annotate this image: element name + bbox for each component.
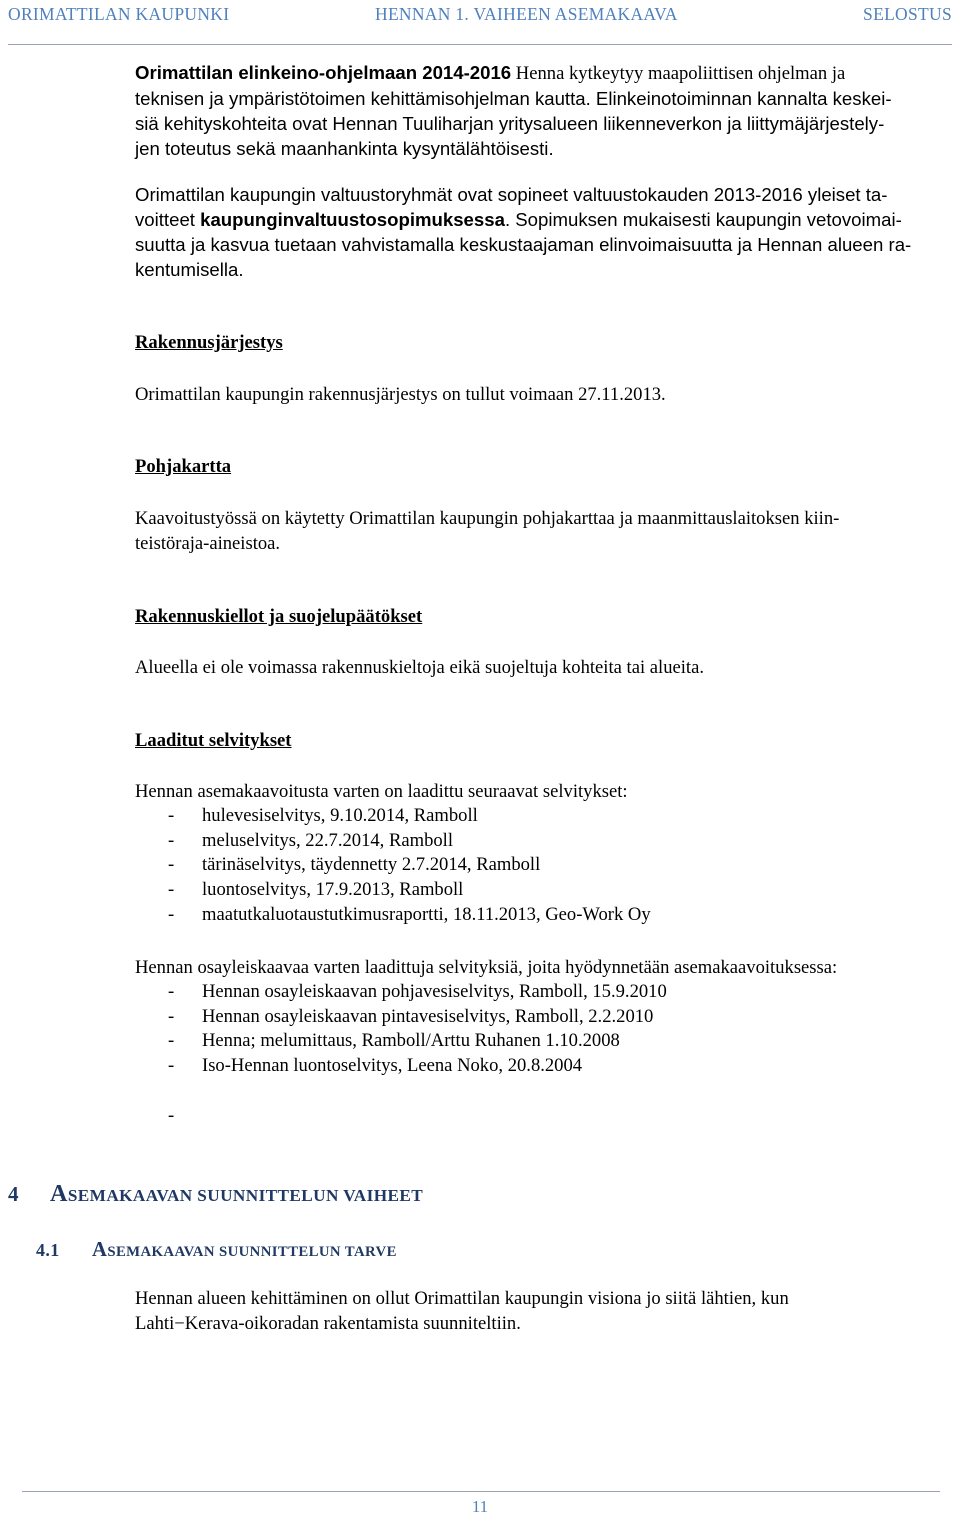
page-header xyxy=(8,4,952,28)
list-osayleiskaava-selvitykset xyxy=(168,980,667,1079)
heading-rakennusjarjestys: Rakennusjärjestys xyxy=(135,332,283,353)
section-title: SEMAKAAVAN SUUNNITTELUN TARVE xyxy=(107,1244,397,1260)
list-item: - tärinäselvitys, täydennetty 2.7.2014, Ramboll xyxy=(168,854,541,876)
list-item: - Iso-Hennan luontoselvitys, Leena Noko, 20.8.2004 xyxy=(168,1055,583,1077)
header-document-type: SELOSTUS xyxy=(863,4,952,24)
para1-line1: Henna kytkeytyy maapoliittisen ohjelman ja xyxy=(511,63,846,84)
section-heading-4-1: 4.1 ASEMAKAAVAN SUUNNITTELUN TARVE xyxy=(36,1239,397,1261)
pohjakartta-line2: teistöraja-aineistoa. xyxy=(135,533,281,554)
para2-line1: Orimattilan kaupungin valtuustoryhmät ovat sopineet valtuustokauden 2013-2016 yleiset ta- xyxy=(135,184,888,205)
text-rakennusjarjestys: Orimattilan kaupungin rakennusjärjestys on tullut voimaan 27.11.2013. xyxy=(135,384,666,405)
empty-list-item: - xyxy=(168,1105,175,1126)
footer-rule xyxy=(22,1491,940,1492)
heading-rakennuskiellot: Rakennuskiellot ja suojelupäätökset xyxy=(135,606,423,627)
list-item: - luontoselvitys, 17.9.2013, Ramboll xyxy=(168,879,464,901)
page-number: 11 xyxy=(471,1497,489,1516)
paragraph-elinkeino xyxy=(135,60,955,161)
para2-line4: kentumisella. xyxy=(135,259,244,280)
tarve-line1: Hennan alueen kehittäminen on ollut Orimattilan kaupungin visiona jo siitä lähtien, kun xyxy=(135,1288,789,1309)
para1-line3: siä kehityskohteita ovat Hennan Tuuliharjan yritysalueen liikenneverkon ja liittymäjärjestely- xyxy=(135,113,885,134)
chapter-number: 4 xyxy=(8,1182,19,1206)
tarve-line2: Lahti−Kerava-oikoradan rakentamista suunniteltiin. xyxy=(135,1313,521,1334)
para2-line3: suutta ja kasvua tuetaan vahvistamalla keskustaajaman elinvoimaisuutta ja Hennan alueen ra- xyxy=(135,234,912,255)
heading-laaditut-selvitykset: Laaditut selvitykset xyxy=(135,730,292,751)
text-osayleiskaava-intro: Hennan osayleiskaavaa varten laadittuja selvityksiä, joita hyödynnetään asemakaavoituksessa: xyxy=(135,957,838,978)
elinkeino-program-name: Orimattilan elinkeino-ohjelmaan 2014-2016 xyxy=(135,62,512,83)
text-rakennuskiellot: Alueella ei ole voimassa rakennuskieltoja eikä suojeltuja kohteita tai alueita. xyxy=(135,657,704,678)
list-item: - Hennan osayleiskaavan pohjavesiselvitys, Ramboll, 15.9.2010 xyxy=(168,981,667,1002)
text-suunnittelun-tarve xyxy=(135,1286,955,1336)
section-number: 4.1 xyxy=(36,1240,60,1260)
para2-line2-pre: voitteet xyxy=(135,209,201,230)
text-pohjakartta xyxy=(135,506,955,556)
heading-pohjakartta: Pohjakartta xyxy=(135,456,232,477)
header-rule xyxy=(8,44,952,45)
pohjakartta-line1: Kaavoitustyössä on käytetty Orimattilan kaupungin pohjakarttaa ja maanmittauslaitoksen kiin- xyxy=(135,508,840,529)
list-item: - meluselvitys, 22.7.2014, Ramboll xyxy=(168,829,454,851)
chapter-heading-4: 4 ASEMAKAAVAN SUUNNITTELUN VAIHEET xyxy=(8,1180,424,1207)
header-document-title: HENNAN 1. VAIHEEN ASEMAKAAVA xyxy=(375,4,678,24)
list-asemakaava-selvitykset xyxy=(168,804,651,928)
paragraph-valtuustosopimus xyxy=(135,182,955,282)
list-item: - Hennan osayleiskaavan pintavesiselvitys, Ramboll, 2.2.2010 xyxy=(168,1005,654,1027)
list-item: - Henna; melumittaus, Ramboll/Arttu Ruhanen 1.10.2008 xyxy=(168,1030,620,1052)
header-organization: ORIMATTILAN KAUPUNKI xyxy=(8,4,230,24)
list-item: - maatutkaluotaustutkimusraportti, 18.11.2013, Geo-Work Oy xyxy=(168,903,651,925)
text-selvitykset-intro: Hennan asemakaavoitusta varten on laadittu seuraavat selvitykset: xyxy=(135,781,628,802)
sopimus-name: kaupunginvaltuustosopimuksessa xyxy=(200,209,505,230)
chapter-title: SEMAKAAVAN SUUNNITTELUN VAIHEET xyxy=(67,1186,424,1205)
para1-line4: jen toteutus sekä maanhankinta kysyntälähtöisesti. xyxy=(135,138,554,159)
para2-line2-rest: . Sopimuksen mukaisesti kaupungin vetovoimai- xyxy=(504,209,902,230)
para1-line2: teknisen ja ympäristötoimen kehittämisohjelman kautta. Elinkeinotoiminnan kannalta keskei- xyxy=(135,88,892,109)
list-item: - hulevesiselvitys, 9.10.2014, Ramboll xyxy=(168,805,478,826)
